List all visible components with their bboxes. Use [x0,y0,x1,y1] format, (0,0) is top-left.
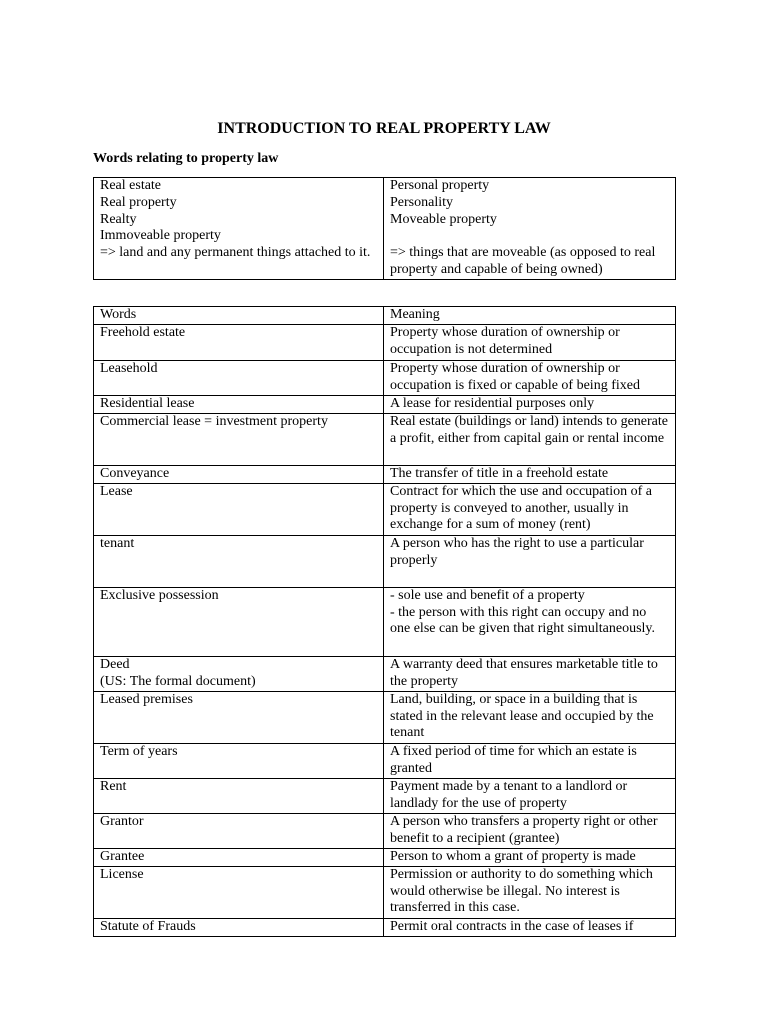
word-cell: tenant [94,535,384,587]
table-row [94,866,676,918]
words-column-header: Words [94,307,384,325]
word-cell: Lease [94,483,384,535]
table-row [94,656,676,691]
meaning-cell: A person who has the right to use a particular properly [384,535,676,587]
meaning-cell: Person to whom a grant of property is made [384,848,676,866]
term-line: => land and any permanent things attached to it. [100,245,371,261]
table-row [94,691,676,743]
table-row [94,178,676,280]
table-row [94,918,676,936]
term-line: Real estate [100,178,162,193]
meaning-cell: A warranty deed that ensures marketable title to the property [384,656,676,691]
word-cell: Commercial lease = investment property [94,413,384,465]
word-cell: Term of years [94,743,384,778]
table-row [94,587,676,656]
word-cell: Conveyance [94,465,384,483]
term-line: Realty [100,211,137,227]
table-row [94,413,676,465]
meaning-cell: The transfer of title in a freehold estate [384,465,676,483]
table-row [94,395,676,413]
real-property-cell [94,178,384,280]
table-row [94,324,676,360]
word-cell: Statute of Frauds [94,918,384,936]
word-cell: Deed (US: The formal document) [94,656,384,691]
term-line: Personality [390,194,453,210]
table-row [94,465,676,483]
term-line: Real property [100,194,177,210]
personal-property-cell [384,178,676,280]
word-cell: Rent [94,778,384,813]
word-cell: License [94,866,384,918]
table-row [94,360,676,395]
table-row [94,813,676,848]
term-line: => things that are moveable (as opposed to real property and capable of being owned) [390,245,656,277]
meaning-cell: Permit oral contracts in the case of leases if [384,918,676,936]
meaning-cell: Permission or authority to do something which would otherwise be illegal. No interest is transferred in this case. [384,866,676,918]
word-cell: Leased premises [94,691,384,743]
term-line: Personal property [390,178,490,193]
word-cell: Grantor [94,813,384,848]
meaning-cell: Property whose duration of ownership or occupation is not determined [384,324,676,360]
table-row [94,778,676,813]
section-heading: Words relating to property law [93,151,279,166]
word-cell: Freehold estate [94,324,384,360]
meaning-cell: Real estate (buildings or land) intends to generate a profit, either from capital gain or rental income [384,413,676,465]
table-row [94,848,676,866]
word-cell: Exclusive possession [94,587,384,656]
property-terms-table [93,177,676,280]
term-line: Moveable property [390,211,497,227]
meaning-column-header: Meaning [384,307,676,325]
table-row [94,535,676,587]
term-line: Immoveable property [100,228,221,244]
meaning-cell: Payment made by a tenant to a landlord or landlady for the use of property [384,778,676,813]
meaning-cell: A fixed period of time for which an estate is granted [384,743,676,778]
meaning-cell: Land, building, or space in a building that is stated in the relevant lease and occupied by the tenant [384,691,676,743]
table-header-row [94,307,676,325]
meaning-cell: - sole use and benefit of a property - the person with this right can occupy and no one else can be given that right simultaneously. [384,587,676,656]
word-cell: Leasehold [94,360,384,395]
document-title: INTRODUCTION TO REAL PROPERTY LAW [217,120,551,137]
word-cell: Residential lease [94,395,384,413]
meaning-cell: Contract for which the use and occupation of a property is conveyed to another, usually in exchange for a sum of money (rent) [384,483,676,535]
vocabulary-table [93,306,676,937]
meaning-cell: A person who transfers a property right or other benefit to a recipient (grantee) [384,813,676,848]
term-line [390,228,669,245]
table-row [94,743,676,778]
table-row [94,483,676,535]
meaning-cell: A lease for residential purposes only [384,395,676,413]
meaning-cell: Property whose duration of ownership or occupation is fixed or capable of being fixed [384,360,676,395]
word-cell: Grantee [94,848,384,866]
